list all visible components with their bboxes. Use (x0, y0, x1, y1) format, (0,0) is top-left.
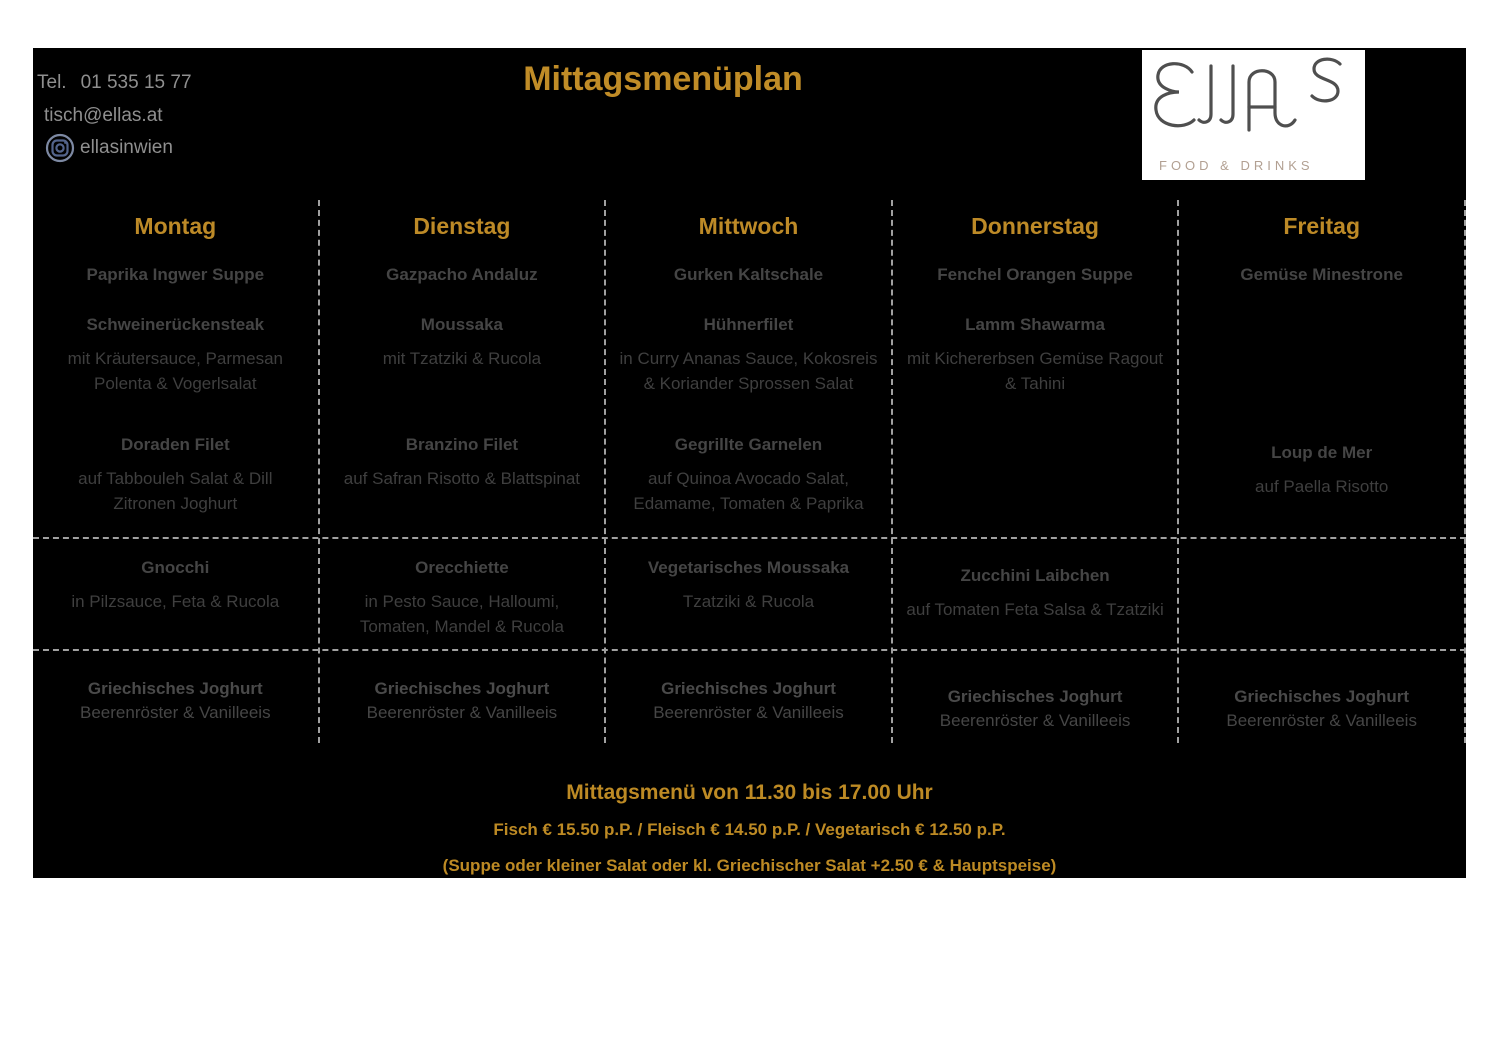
dessert-desc: Beerenröster & Vanilleeis (1226, 711, 1417, 730)
header (33, 48, 1466, 200)
soup-name: Gemüse Minestrone (1240, 265, 1403, 284)
phone-number: 01 535 15 77 (80, 72, 192, 93)
day-header: Mittwoch (698, 213, 799, 239)
day-column-montag (33, 200, 318, 743)
soup-name: Paprika Ingwer Suppe (86, 265, 265, 284)
email-address: tisch@ellas.at (44, 105, 163, 126)
fish-dish-desc: auf Paella Risotto (1255, 477, 1389, 496)
dessert-name: Griechisches Joghurt (661, 679, 836, 698)
soup-name: Gazpacho Andaluz (386, 265, 538, 284)
section-divider-veg (33, 537, 1466, 539)
day-header: Donnerstag (971, 213, 1099, 239)
footer-prices: Fisch € 15.50 p.P. / Fleisch € 14.50 p.P. / Vegetarisch € 12.50 p.P. (493, 820, 1006, 839)
main-dish-name: Hühnerfilet (703, 315, 794, 334)
veg-dish-name: Vegetarisches Moussaka (647, 558, 850, 577)
day-column-donnerstag (891, 200, 1178, 743)
instagram-handle: ellasinwien (80, 137, 173, 158)
dessert-name: Griechisches Joghurt (947, 687, 1123, 706)
phone-label: Tel. (37, 72, 67, 93)
instagram-icon (44, 132, 76, 164)
veg-dish-name: Orecchiette (415, 558, 509, 577)
veg-dish-name: Gnocchi (141, 558, 210, 577)
dessert-desc: Beerenröster & Vanilleeis (939, 711, 1131, 730)
dessert-desc: Beerenröster & Vanilleeis (653, 703, 844, 722)
day-header: Montag (134, 213, 217, 239)
fish-dish-desc: auf Tabbouleh Salat & Dill Zitronen Joghurt (78, 469, 273, 513)
footer (33, 781, 1466, 876)
main-dish-desc: mit Tzatziki & Rucola (382, 349, 542, 368)
dessert-name: Griechisches Joghurt (374, 679, 550, 698)
footer-hours: Mittagsmenü von 11.30 bis 17.00 Uhr (566, 781, 933, 804)
main-dish-desc: mit Kräutersauce, Parmesan Polenta & Vogerlsalat (67, 349, 283, 393)
footer-note: (Suppe oder kleiner Salat oder kl. Griechischer Salat +2.50 € & Hauptspeise) (442, 856, 1057, 875)
dessert-desc: Beerenröster & Vanilleeis (80, 703, 271, 722)
menu-grid (33, 200, 1466, 743)
fish-dish-desc: auf Safran Risotto & Blattspinat (343, 469, 581, 488)
dessert-name: Griechisches Joghurt (1234, 687, 1410, 706)
day-header: Dienstag (413, 213, 511, 239)
main-dish-name: Lamm Shawarma (965, 315, 1105, 334)
fish-dish-desc: auf Quinoa Avocado Salat, Edamame, Tomaten & Paprika (633, 469, 864, 513)
veg-dish-desc: Tzatziki & Rucola (682, 592, 815, 611)
main-dish-desc: in Curry Ananas Sauce, Kokosreis & Koriander Sprossen Salat (619, 349, 878, 393)
fish-dish-name: Branzino Filet (405, 435, 519, 454)
day-column-mittwoch (604, 200, 891, 743)
instagram-line (44, 132, 173, 164)
veg-dish-desc: auf Tomaten Feta Salsa & Tzatziki (906, 600, 1164, 619)
brand-logo (1142, 50, 1365, 180)
section-divider-dessert (33, 649, 1466, 651)
dessert-desc: Beerenröster & Vanilleeis (366, 703, 558, 722)
menu-panel (33, 48, 1466, 878)
logo-tagline: FOOD & DRINKS (1159, 158, 1314, 173)
fish-dish-name: Loup de Mer (1271, 443, 1373, 462)
main-dish-name: Moussaka (420, 315, 503, 334)
fish-dish-name: Doraden Filet (120, 435, 230, 454)
dessert-name: Griechisches Joghurt (87, 679, 263, 698)
day-header: Freitag (1283, 213, 1361, 239)
page-title: Mittagsmenüplan (523, 60, 803, 98)
fish-dish-name: Gegrillte Garnelen (674, 435, 823, 454)
day-column-dienstag (318, 200, 605, 743)
soup-name: Fenchel Orangen Suppe (937, 265, 1133, 284)
veg-dish-desc: in Pilzsauce, Feta & Rucola (71, 592, 280, 611)
soup-name: Gurken Kaltschale (673, 265, 824, 284)
main-dish-name: Schweinerückensteak (86, 315, 265, 334)
veg-dish-name: Zucchini Laibchen (960, 566, 1110, 585)
veg-dish-desc: in Pesto Sauce, Halloumi, Tomaten, Mandel & Rucola (359, 592, 564, 636)
day-column-freitag (1177, 200, 1466, 743)
main-dish-desc: mit Kichererbsen Gemüse Ragout & Tahini (907, 349, 1164, 393)
logo-wordmark (1142, 50, 1365, 145)
